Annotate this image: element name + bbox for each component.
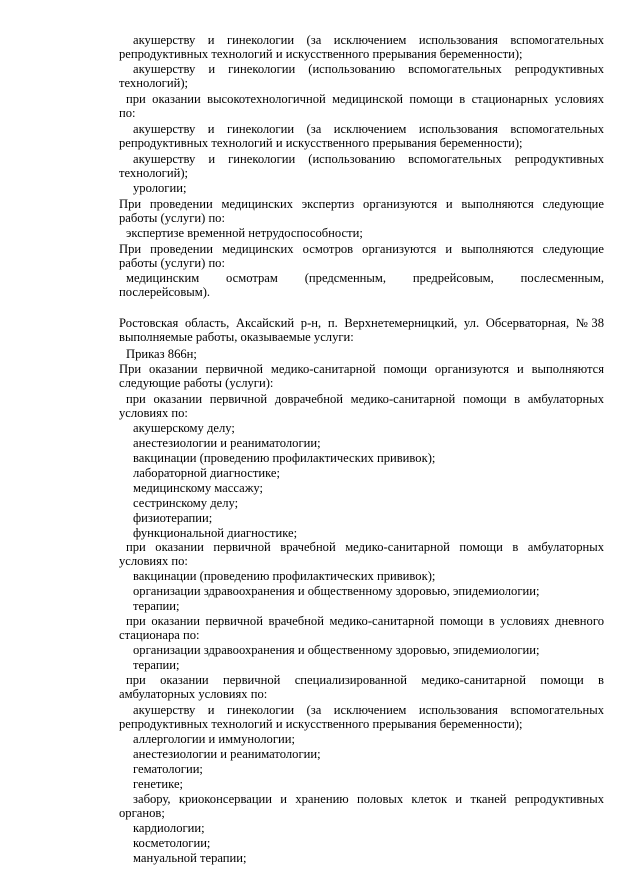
text-line: технологий); xyxy=(119,76,189,90)
text-line: выполняемые работы, оказываемые услуги: xyxy=(119,330,354,344)
text-line: организации здравоохранения и общественному здоровью, эпидемиологии; xyxy=(133,584,540,598)
text-line: репродуктивных технологий и искусственного прерывания беременности); xyxy=(119,47,523,61)
text-line: функциональной диагностике; xyxy=(133,526,298,540)
text-line: акушерству и гинекологии (использованию вспомогательных репродуктивных xyxy=(133,152,604,166)
text-line: Ростовская область, Аксайский р-н, п. Верхнетемерницкий, ул. Обсерваторная, №38 xyxy=(119,316,604,330)
text-line: экспертизе временной нетрудоспособности; xyxy=(126,226,363,240)
text-line: акушерству и гинекологии (использованию вспомогательных репродуктивных xyxy=(133,62,604,76)
text-line: органов; xyxy=(119,806,165,820)
text-line: лабораторной диагностике; xyxy=(133,466,280,480)
text-line: акушерству и гинекологии (за исключением использования вспомогательных xyxy=(133,33,604,47)
text-line: при оказании первичной специализированной медико-санитарной помощи в xyxy=(126,673,604,687)
text-line: медицинскому массажу; xyxy=(133,481,264,495)
text-line: аллергологии и иммунологии; xyxy=(133,732,295,746)
text-line: физиотерапии; xyxy=(133,511,213,525)
text-line: репродуктивных технологий и искусственного прерывания беременности); xyxy=(119,136,523,150)
text-line: при оказании высокотехнологичной медицинской помощи в стационарных условиях xyxy=(126,92,604,106)
text-line: терапии; xyxy=(133,658,180,672)
text-line: Приказ 866н; xyxy=(126,347,197,361)
text-line: косметологии; xyxy=(133,836,211,850)
text-line: При проведении медицинских осмотров организуются и выполняются следующие xyxy=(119,242,604,256)
text-line: При оказании первичной медико-санитарной помощи организуются и выполняются xyxy=(119,362,604,376)
text-line: при оказании первичной доврачебной медико-санитарной помощи в амбулаторных xyxy=(126,392,604,406)
text-line: работы (услуги) по: xyxy=(119,211,225,225)
text-line: технологий); xyxy=(119,166,189,180)
text-line: стационара по: xyxy=(119,628,200,642)
text-line: гематологии; xyxy=(133,762,203,776)
text-line: репродуктивных технологий и искусственного прерывания беременности); xyxy=(119,717,523,731)
text-line: при оказании первичной врачебной медико-санитарной помощи в амбулаторных xyxy=(126,540,604,554)
text-line: сестринскому делу; xyxy=(133,496,239,510)
text-line: акушерскому делу; xyxy=(133,421,235,435)
text-line: мануальной терапии; xyxy=(133,851,247,865)
text-line: амбулаторных условиях по: xyxy=(119,687,268,701)
text-line: при оказании первичной врачебной медико-санитарной помощи в условиях дневного xyxy=(126,614,604,628)
text-line: по: xyxy=(119,106,136,120)
text-line: урологии; xyxy=(133,181,187,195)
text-line: кардиологии; xyxy=(133,821,205,835)
text-line: вакцинации (проведению профилактических прививок); xyxy=(133,451,436,465)
text-line: работы (услуги) по: xyxy=(119,256,225,270)
text-line: забору, криоконсервации и хранению половых клеток и тканей репродуктивных xyxy=(133,792,604,806)
text-line: терапии; xyxy=(133,599,180,613)
text-line: акушерству и гинекологии (за исключением использования вспомогательных xyxy=(133,122,604,136)
text-line: анестезиологии и реаниматологии; xyxy=(133,436,321,450)
text-line: следующие работы (услуги): xyxy=(119,376,274,390)
text-line: условиях по: xyxy=(119,554,188,568)
text-line: организации здравоохранения и общественному здоровью, эпидемиологии; xyxy=(133,643,540,657)
text-line: анестезиологии и реаниматологии; xyxy=(133,747,321,761)
text-line: акушерству и гинекологии (за исключением использования вспомогательных xyxy=(133,703,604,717)
text-line: генетике; xyxy=(133,777,184,791)
text-line: медицинским осмотрам (предсменным, предрейсовым, послесменным, xyxy=(126,271,604,285)
text-line: При проведении медицинских экспертиз организуются и выполняются следующие xyxy=(119,197,604,211)
text-line: вакцинации (проведению профилактических прививок); xyxy=(133,569,436,583)
text-line: условиях по: xyxy=(119,406,188,420)
text-line: послерейсовым). xyxy=(119,285,211,299)
